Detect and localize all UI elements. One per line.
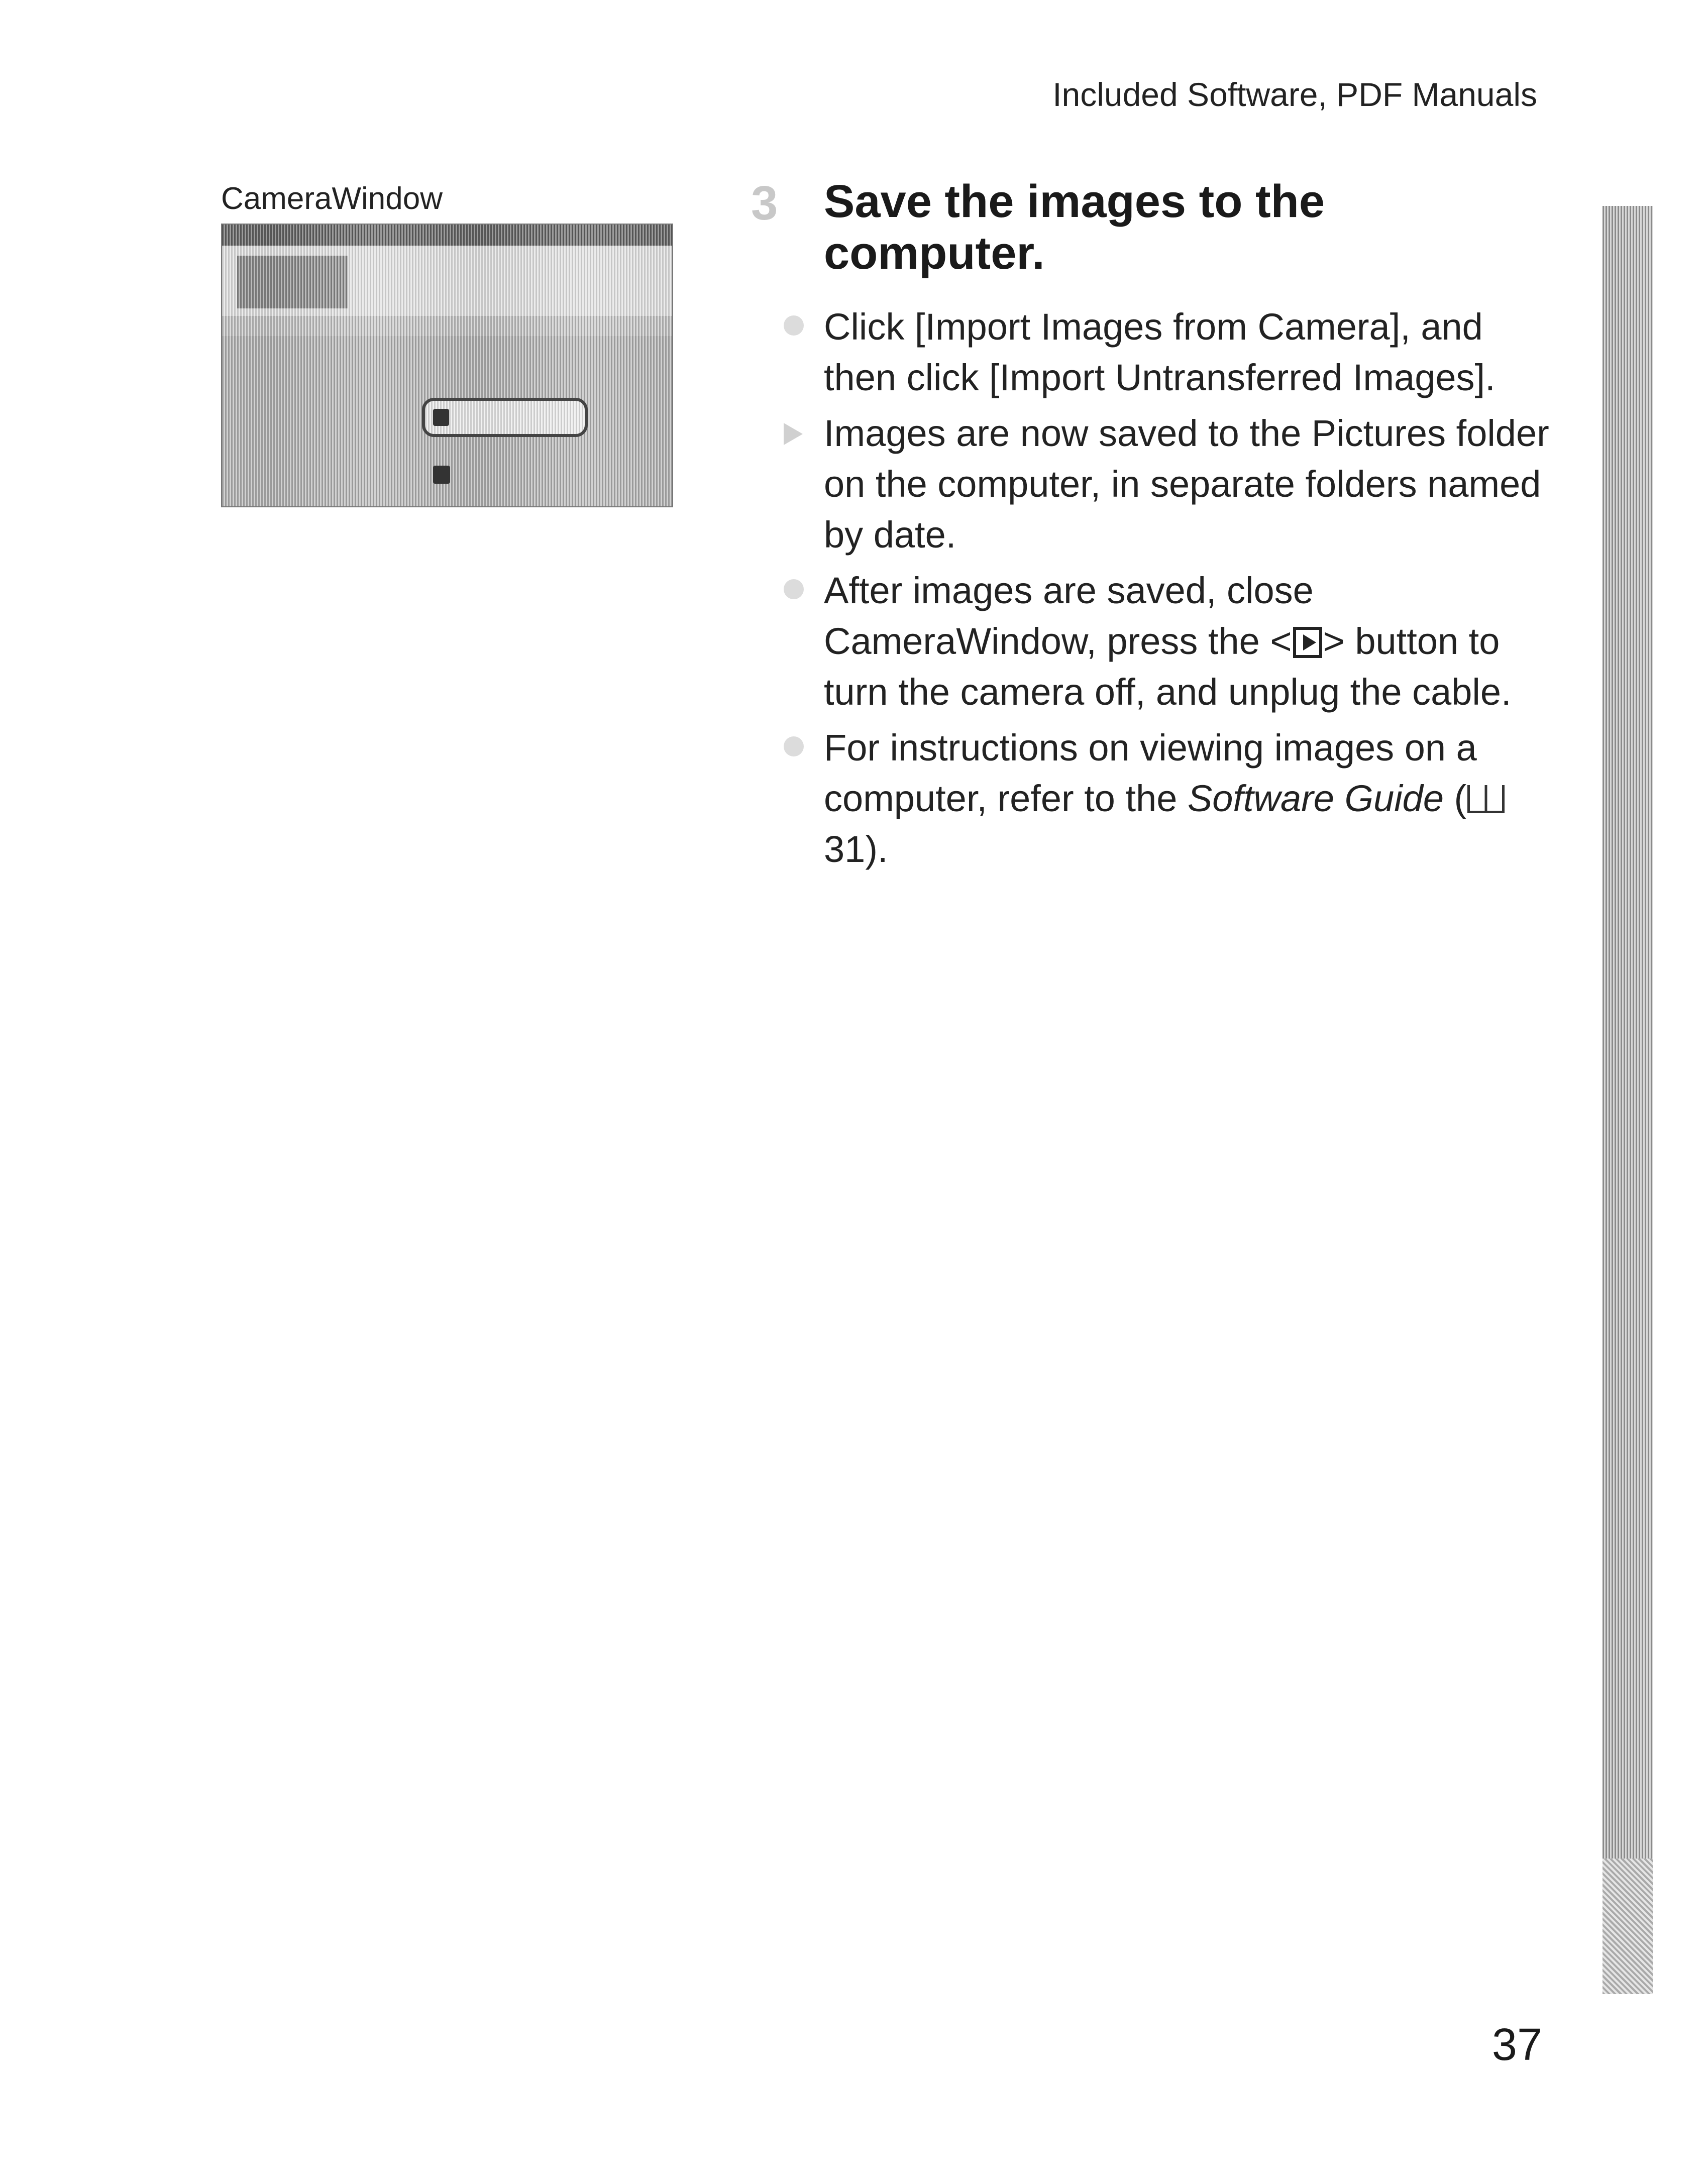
screenshot-titlebar <box>222 225 672 246</box>
instruction-text-before: For instructions on viewing images on a computer, refer to the <box>824 727 1477 819</box>
screenshot-second-option <box>433 466 574 486</box>
page-number: 37 <box>1491 2020 1542 2070</box>
import-icon <box>433 409 449 426</box>
screenshot-toolbar <box>222 316 672 336</box>
page-reference: 31 <box>824 828 866 870</box>
playback-button-icon <box>1293 627 1322 658</box>
instruction-text: Click [Import Images from Camera], and then click [Import Untransferred Images]. <box>824 306 1496 398</box>
result-text: Images are now saved to the Pictures folder on the computer, in separate folders named by date. <box>824 412 1549 556</box>
step-title: Save the images to the computer. <box>824 176 1325 279</box>
figure-caption: CameraWindow <box>221 181 443 216</box>
screenshot-thumbnail <box>237 256 348 308</box>
software-guide-title: Software Guide <box>1187 778 1444 819</box>
camerawindow-screenshot <box>221 224 673 507</box>
bullet-icon <box>784 579 804 599</box>
instruction-item <box>778 565 1561 717</box>
import-images-highlight <box>422 398 588 437</box>
option-icon <box>433 466 450 484</box>
bullet-icon <box>784 315 804 336</box>
screenshot-top-panel <box>222 246 672 316</box>
bullet-icon <box>784 736 804 756</box>
instruction-text-after: > button to turn the camera off, and unplug the cable. <box>824 620 1512 713</box>
page-header: Included Software, PDF Manuals <box>1052 76 1537 113</box>
instruction-item <box>778 722 1561 875</box>
instruction-text-mid: ( <box>1443 778 1467 819</box>
chapter-side-tab <box>1603 206 1653 1994</box>
result-arrow-icon <box>784 423 803 445</box>
book-icon <box>1467 785 1505 813</box>
side-tab-light-section <box>1603 1859 1653 1994</box>
step-number: 3 <box>751 176 778 230</box>
result-item <box>778 408 1561 560</box>
instruction-item <box>778 301 1561 403</box>
instruction-list <box>778 301 1561 880</box>
instruction-text-after: ). <box>865 828 888 870</box>
instruction-text-before: After images are saved, close CameraWindow, press the < <box>824 570 1314 662</box>
